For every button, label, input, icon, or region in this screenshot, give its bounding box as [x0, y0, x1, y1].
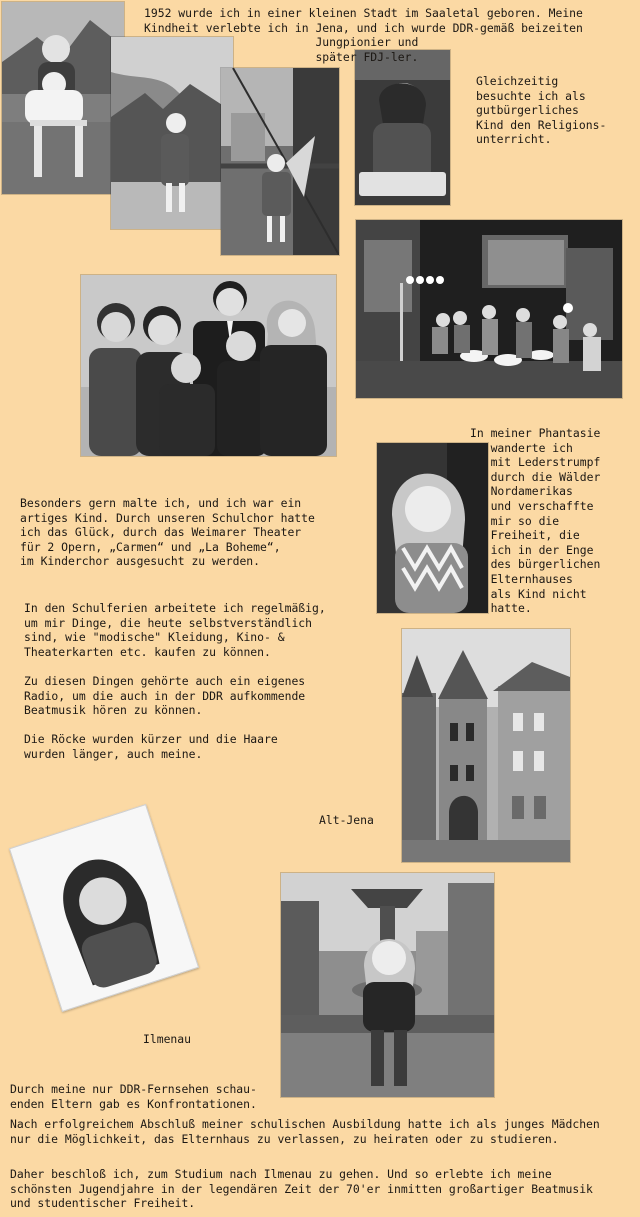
intro-paragraph: 1952 wurde ich in einer kleinen Stadt im Saaletal geboren. Meine Kindheit verlebte ich in Jena, und ich wurde DDR-gemäß beizeiten Jungpionier und später FDJ-ler.	[144, 6, 583, 64]
photo-child-in-garden	[111, 37, 233, 229]
schulferien-paragraph: In den Schulferien arbeitete ich regelmäßig, um mir Dinge, die heute selbstverständlich sind, wie "modische" Kleidung, Kino- & Theaterkarten etc. kaufen zu können. Zu diesen Dingen gehörte auch ein eigenes Radio, um die auch in der DDR aufkommende Beatmusik hören zu können. Die Röcke wurden kürzer und die Haare wurden länger, auch meine.	[24, 601, 326, 761]
schulchor-paragraph: Besonders gern malte ich, und ich war ein artiges Kind. Durch unseren Schulchor hatte ich das Glück, durch das Weimarer Theater für 2 Opern, „Carmen“ und „La Boheme“, im Kinderchor ausgesucht zu werden.	[20, 496, 315, 569]
photo-baby-on-chair	[2, 2, 124, 194]
photo-portrait-ilmenau	[9, 804, 199, 1012]
phantasie-paragraph: In meiner Phantasie wanderte ich mit Lederstrumpf durch die Wälder Nordamerikas und verschaffte mir so die Freiheit, die ich in der Enge des bürgerlichen Elternhauses als Kind nicht hatte.	[470, 426, 601, 616]
photo-girl-at-desk	[355, 50, 450, 205]
religion-paragraph: Gleichzeitig besuchte ich als gutbürgerliches Kind den Religions- unterricht.	[476, 74, 607, 147]
photo-ilmenau-fountain	[281, 873, 494, 1097]
abschluss-paragraph: Nach erfolgreichem Abschluß meiner schulischen Ausbildung hatte ich als junges Mädchen nur die Möglichkeit, das Elternhaus zu verlassen, zu heiraten oder zu studieren.	[10, 1117, 600, 1146]
photo-opera-stage	[356, 220, 622, 398]
photo-alt-jena-street	[402, 629, 570, 862]
alt-jena-caption: Alt-Jena	[319, 813, 374, 828]
ilmenau-caption: Ilmenau	[143, 1032, 192, 1047]
photo-school-start-cone	[221, 68, 339, 255]
fernsehen-paragraph: Durch meine nur DDR-Fernsehen schau- enden Eltern gab es Konfrontationen.	[10, 1082, 257, 1111]
photo-family-portrait	[81, 275, 336, 456]
studium-paragraph: Daher beschloß ich, zum Studium nach Ilmenau zu gehen. Und so erlebte ich meine schönsten Jugendjahre in der legendären Zeit der 70'er inmitten großartiger Beatmusik und studentischer Freiheit.	[10, 1167, 593, 1211]
